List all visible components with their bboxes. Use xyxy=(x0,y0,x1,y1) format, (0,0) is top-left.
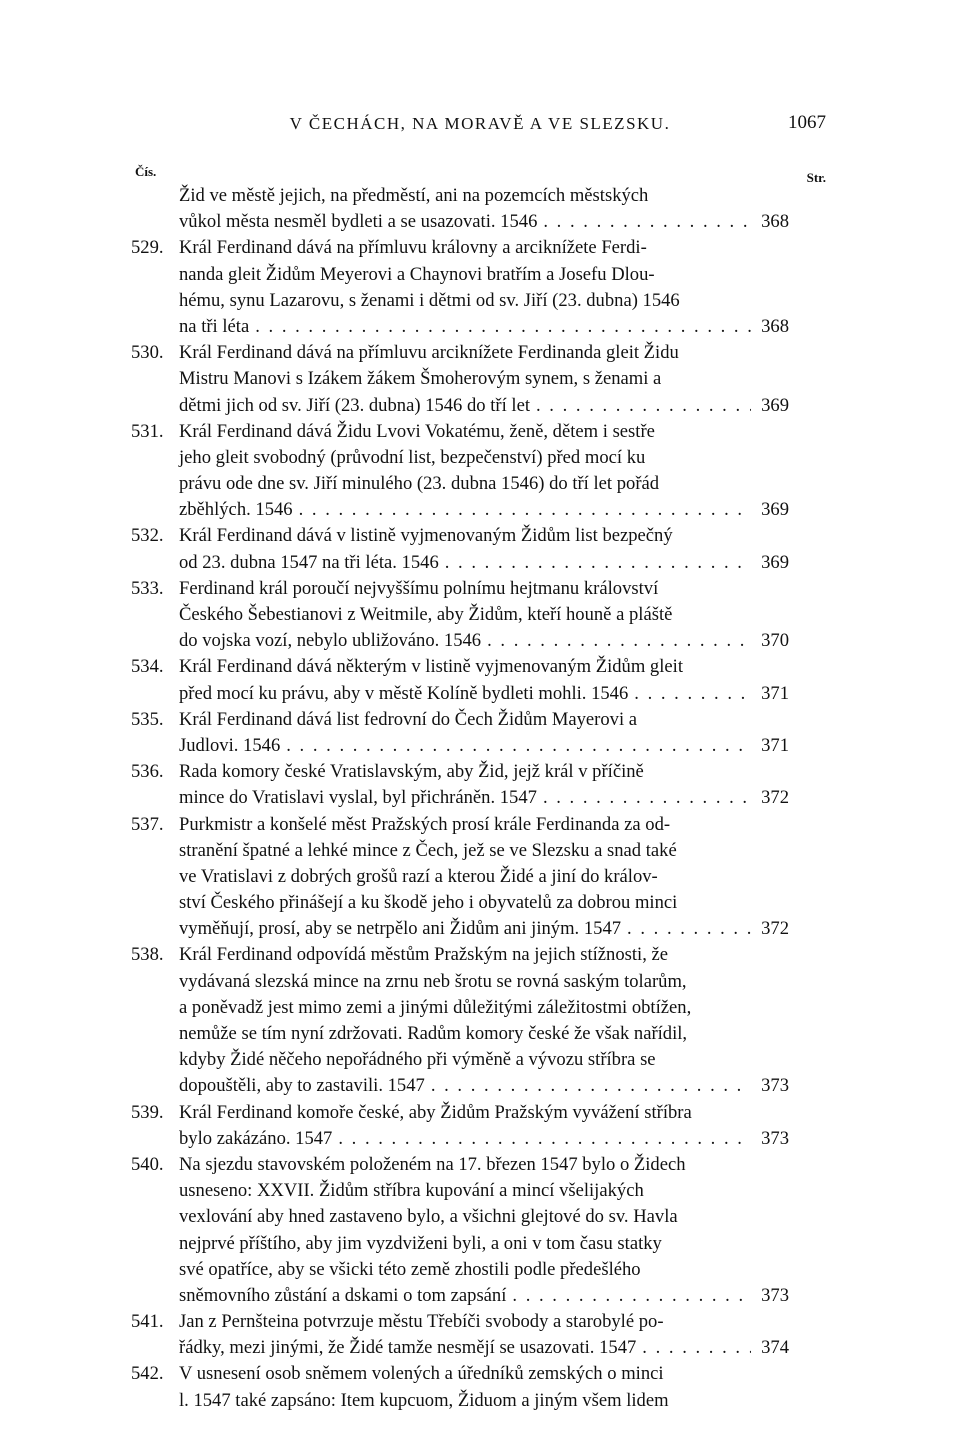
entry-text: zběhlých. 1546 xyxy=(179,499,293,521)
entry-text: V usnesení osob sněmem volených a úředníků zemských o minci xyxy=(179,1363,664,1385)
entry-last-line xyxy=(0,1283,960,1309)
entry-number: 538. xyxy=(131,944,164,966)
contents-entry xyxy=(0,812,960,943)
entry-text: před mocí ku právu, aby v městě Kolíně bydleti mohli. 1546 xyxy=(179,682,629,704)
entry-text: Král Ferdinand dává na přímluvu arciknížete Ferdinanda gleit Židu xyxy=(179,342,679,364)
entry-text: vůkol města nesměl bydleti a se usazovati. 1546 xyxy=(179,211,538,233)
entry-last-line xyxy=(0,1126,960,1152)
entry-text: řádky, mezi jinými, že Židé tamže nesmějí se usazovati. 1547 xyxy=(179,1337,637,1359)
entry-line xyxy=(0,288,960,314)
contents-entry xyxy=(0,340,960,419)
contents-entry xyxy=(0,1361,960,1413)
entry-number: 532. xyxy=(131,525,164,547)
contents-entry xyxy=(0,1309,960,1361)
entry-page-number: 373 xyxy=(761,1127,789,1149)
entry-number: 541. xyxy=(131,1311,164,1333)
entry-line xyxy=(0,890,960,916)
entry-last-line xyxy=(0,393,960,419)
entry-last-line xyxy=(0,785,960,811)
entry-line xyxy=(0,183,960,209)
running-title: V ČECHÁCH, NA MORAVĚ A VE SLEZSKU. xyxy=(289,114,671,133)
entry-number: 542. xyxy=(131,1363,164,1385)
dot-leader xyxy=(445,550,751,576)
entry-number: 537. xyxy=(131,813,164,835)
entry-text: do vojska vozí, nebylo ubližováno. 1546 xyxy=(179,630,482,652)
contents-entry xyxy=(0,235,960,340)
entry-line xyxy=(0,340,960,366)
entry-line xyxy=(0,1231,960,1257)
entry-text: a poněvadž jest mimo zemi a jinými důležitými záležitostmi obtížen, xyxy=(179,996,692,1018)
entry-line xyxy=(0,576,960,602)
dot-leader xyxy=(642,1335,751,1361)
entry-line xyxy=(0,654,960,680)
entry-text: Na sjezdu stavovském položeném na 17. březen 1547 bylo o Židech xyxy=(179,1153,686,1175)
entry-last-line xyxy=(0,628,960,654)
entry-text: Král Ferdinand komoře české, aby Židům Pražským vyvážení stříbra xyxy=(179,1101,692,1123)
entry-last-line xyxy=(0,1335,960,1361)
entry-page-number: 368 xyxy=(761,315,789,337)
entry-text: Král Ferdinand dává v listině vyjmenovaným Židům list bezpečný xyxy=(179,525,673,547)
entry-line xyxy=(0,1388,960,1414)
entry-text: Král Ferdinand dává list fedrovní do Čech Židům Mayerovi a xyxy=(179,708,638,730)
column-label-page: Str. xyxy=(806,170,826,185)
entry-page-number: 369 xyxy=(761,551,789,573)
entry-text: bylo zakázáno. 1547 xyxy=(179,1127,333,1149)
entry-text: své opatříce, aby se všicki této země zhostili podle předešlého xyxy=(179,1258,641,1280)
entry-last-line xyxy=(0,314,960,340)
page-number: 1067 xyxy=(788,112,826,133)
entry-last-line xyxy=(0,1073,960,1099)
entry-text: dětmi jich od sv. Jiří (23. dubna) 1546 do tří let xyxy=(179,394,530,416)
entry-line xyxy=(0,445,960,471)
entry-number: 540. xyxy=(131,1153,164,1175)
entry-text: na tři léta xyxy=(179,315,250,337)
entry-page-number: 368 xyxy=(761,211,789,233)
entry-line xyxy=(0,1021,960,1047)
entry-number: 533. xyxy=(131,577,164,599)
dot-leader xyxy=(627,916,751,942)
entry-text: Žid ve městě jejich, na předměstí, ani na pozemcích městských xyxy=(179,185,649,206)
entry-page-number: 372 xyxy=(761,787,789,809)
dot-leader xyxy=(634,681,751,707)
entry-text: Rada komory české Vratislavským, aby Žid, jejž král v příčině xyxy=(179,761,644,783)
entry-number: 536. xyxy=(131,761,164,783)
dot-leader xyxy=(431,1073,751,1099)
entry-text: mince do Vratislavi vyslal, byl přichráněn. 1547 xyxy=(179,787,537,809)
dot-leader xyxy=(338,1126,751,1152)
entry-line xyxy=(0,1100,960,1126)
entry-page-number: 369 xyxy=(761,394,789,416)
entry-last-line xyxy=(0,916,960,942)
contents-entry xyxy=(0,523,960,575)
entry-line xyxy=(0,812,960,838)
contents-list xyxy=(0,183,960,1414)
entry-page-number: 371 xyxy=(761,734,789,756)
entry-text: od 23. dubna 1547 na tři léta. 1546 xyxy=(179,551,439,573)
entry-line xyxy=(0,366,960,392)
entry-text: usneseno: XXVII. Židům stříbra kupování a mincí všelijakých xyxy=(179,1180,644,1202)
entry-text: Jan z Pernšteina potvrzuje městu Třebíči svobody a starobylé po- xyxy=(179,1311,664,1333)
entry-line xyxy=(0,995,960,1021)
entry-text: jeho gleit svobodný (průvodní list, bezpečenství) před mocí ku xyxy=(179,446,646,468)
entry-page-number: 374 xyxy=(761,1337,789,1359)
entry-text: sněmovního zůstání a dskami o tom zapsání xyxy=(179,1284,507,1306)
entry-line xyxy=(0,1257,960,1283)
entry-text: ve Vratislavi z dobrých grošů razí a kterou Židé a jiní do králov- xyxy=(179,865,658,887)
entry-page-number: 369 xyxy=(761,499,789,521)
contents-entry xyxy=(0,1152,960,1309)
entry-number: 539. xyxy=(131,1101,164,1123)
entry-page-number: 373 xyxy=(761,1284,789,1306)
entry-line xyxy=(0,1178,960,1204)
entry-text: dopouštěli, aby to zastavili. 1547 xyxy=(179,1075,425,1097)
entry-text: Judlovi. 1546 xyxy=(179,734,281,756)
entry-last-line xyxy=(0,550,960,576)
entry-text: ství Českého přinášejí a ku škodě jeho i obyvatelů za dobrou minci xyxy=(179,892,678,914)
entry-text: Král Ferdinand dává na přímluvu královny a arciknížete Ferdi- xyxy=(179,237,647,259)
dot-leader xyxy=(536,393,751,419)
entry-text: Českého Šebestianovi z Weitmile, aby Židům, kteří houně a pláště xyxy=(179,604,673,625)
page-header xyxy=(0,112,960,142)
entry-line xyxy=(0,523,960,549)
entry-text: vexlování aby hned zastaveno bylo, a všichni glejtové do sv. Havla xyxy=(179,1206,678,1228)
entry-line xyxy=(0,707,960,733)
entry-last-line xyxy=(0,733,960,759)
entry-text: nanda gleit Židům Meyerovi a Chaynovi bratřím a Josefu Dlou- xyxy=(179,263,655,285)
entry-last-line xyxy=(0,681,960,707)
entry-number: 534. xyxy=(131,656,164,678)
contents-entry xyxy=(0,707,960,759)
entry-page-number: 370 xyxy=(761,630,789,652)
entry-text: stranění špatné a lehké mince z Čech, jež se ve Slezsku a snad také xyxy=(179,839,677,861)
contents-entry xyxy=(0,759,960,811)
entry-text: kdyby Židé něčeho nepořádného při výměně a vývozu stříbra se xyxy=(179,1049,656,1071)
entry-text: Ferdinand král poroučí nejvyššímu polnímu hejtmanu království xyxy=(179,577,659,599)
entry-line xyxy=(0,838,960,864)
dot-leader xyxy=(512,1283,751,1309)
entry-number: 535. xyxy=(131,708,164,730)
contents-entry xyxy=(0,654,960,706)
entry-line xyxy=(0,602,960,628)
contents-entry xyxy=(0,419,960,524)
entry-text: Král Ferdinand dává některým v listině vyjmenovaným Židům gleit xyxy=(179,656,683,678)
entry-line xyxy=(0,864,960,890)
entry-line xyxy=(0,942,960,968)
contents-entry xyxy=(0,576,960,655)
entry-line xyxy=(0,1152,960,1178)
entry-text: Král Ferdinand odpovídá městům Pražským na jejich stížnosti, že xyxy=(179,944,669,966)
entry-text: l. 1547 také zapsáno: Item kupcuom, Židuom a jiným všem lidem xyxy=(179,1389,669,1411)
entry-line xyxy=(0,1361,960,1387)
contents-entry xyxy=(0,183,960,235)
entry-text: hému, synu Lazarovu, s ženami i dětmi od sv. Jiří (23. dubna) 1546 xyxy=(179,289,680,311)
contents-entry xyxy=(0,1100,960,1152)
entry-line xyxy=(0,471,960,497)
entry-line xyxy=(0,235,960,261)
entry-text: Purkmistr a konšelé měst Pražských prosí krále Ferdinanda za od- xyxy=(179,813,671,835)
entry-line xyxy=(0,1309,960,1335)
dot-leader xyxy=(487,628,751,654)
dot-leader xyxy=(255,314,751,340)
entry-number: 529. xyxy=(131,237,164,259)
entry-page-number: 373 xyxy=(761,1075,789,1097)
entry-text: Král Ferdinand dává Židu Lvovi Vokatému, ženě, dětem i sestře xyxy=(179,420,655,442)
entry-text: nejprvé příštího, aby jim vyzdviženi byli, a oni v tom času statky xyxy=(179,1232,662,1254)
entry-text: vyměňují, prosí, aby se netrpělo ani Židům ani jiným. 1547 xyxy=(179,918,622,940)
entry-text: nemůže se tím nyní zdržovati. Radům komory české že však nařídil, xyxy=(179,1023,688,1044)
entry-line xyxy=(0,969,960,995)
entry-number: 531. xyxy=(131,420,164,442)
entry-text: vydávaná slezská mince na zrnu neb šrotu se rovná saským tolarům, xyxy=(179,970,687,992)
column-label-number: Čís. xyxy=(135,164,157,179)
entry-line xyxy=(0,1204,960,1230)
dot-leader xyxy=(286,733,751,759)
dot-leader xyxy=(543,785,751,811)
entry-last-line xyxy=(0,209,960,235)
entry-page-number: 371 xyxy=(761,682,789,704)
entry-text: Mistru Manovi s Izákem žákem Šmoherovým synem, s ženami a xyxy=(179,368,662,390)
entry-line xyxy=(0,262,960,288)
entry-line xyxy=(0,759,960,785)
dot-leader xyxy=(299,497,751,523)
entry-last-line xyxy=(0,497,960,523)
contents-entry xyxy=(0,942,960,1099)
dot-leader xyxy=(543,209,751,235)
entry-line xyxy=(0,419,960,445)
entry-page-number: 372 xyxy=(761,918,789,940)
entry-line xyxy=(0,1047,960,1073)
entry-text: právu ode dne sv. Jiří minulého (23. dubna 1546) do tří let pořád xyxy=(179,473,660,495)
entry-number: 530. xyxy=(131,342,164,364)
